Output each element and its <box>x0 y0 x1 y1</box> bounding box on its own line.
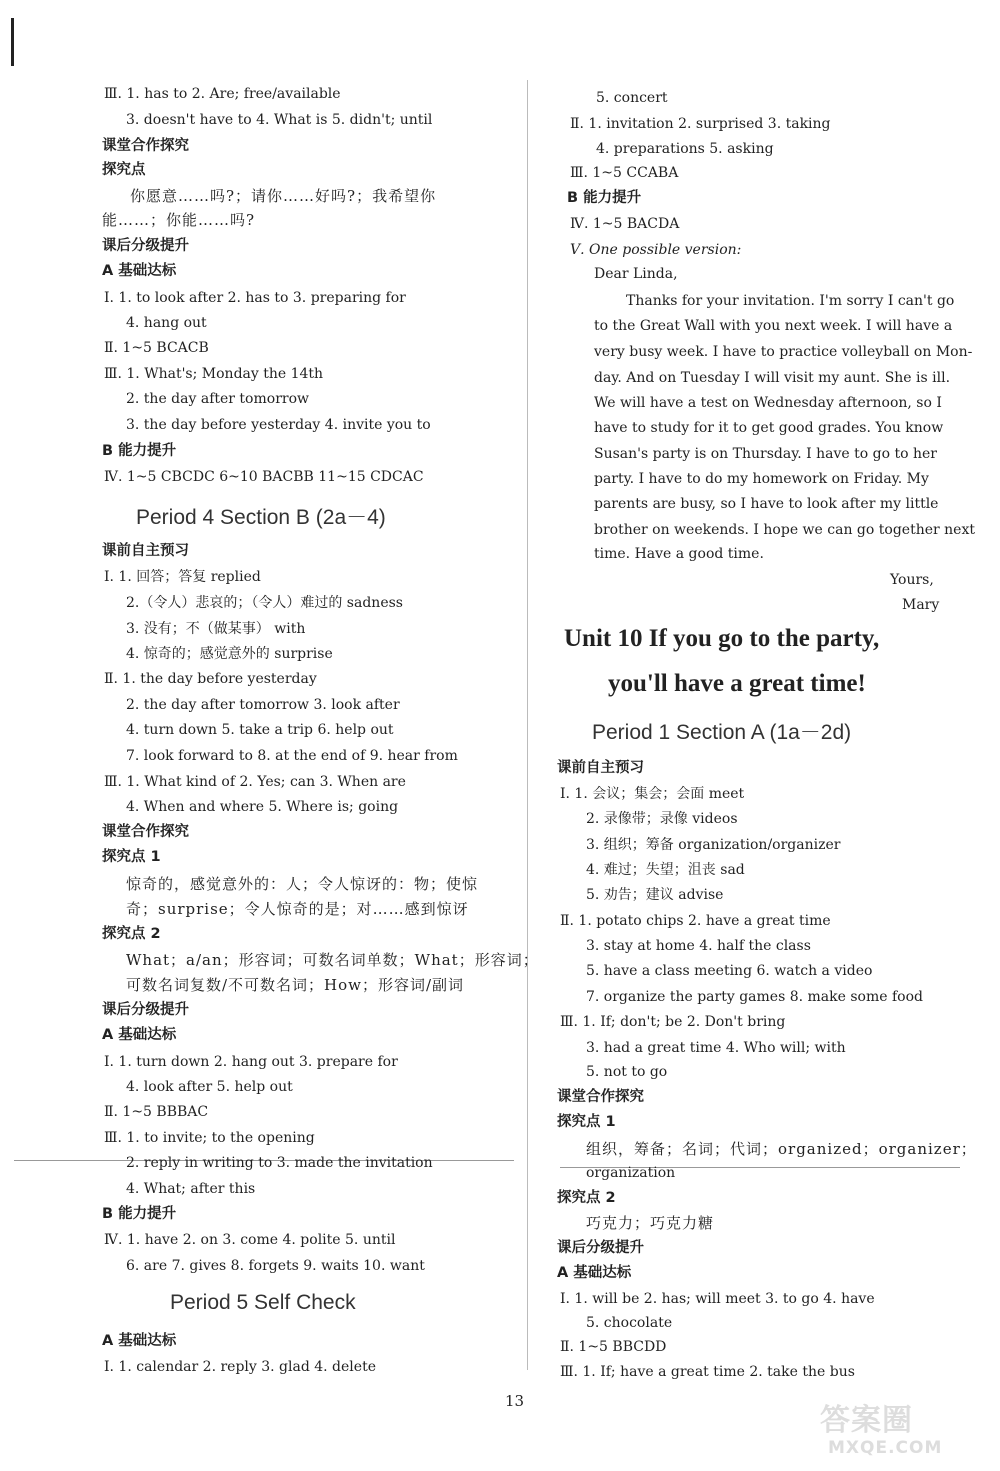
answer-line: 4. 惊奇的；感觉意外的 surprise <box>126 646 333 662</box>
answer-line: 能……；你能……吗? <box>102 211 256 229</box>
answer-line: 5. not to go <box>586 1064 668 1080</box>
answer-line: 6. are 7. gives 8. forgets 9. waits 10. want <box>126 1258 425 1274</box>
section-heading: B 能力提升 <box>567 190 642 206</box>
answer-line: 4. 难过；失望；沮丧 sad <box>586 862 745 878</box>
answer-line: 3. 没有；不（做某事） with <box>126 621 306 637</box>
answer-line: Ⅱ. 1. the day before yesterday <box>104 671 317 687</box>
answer-line: Ⅰ. 1. will be 2. has; will meet 3. to go 4. have <box>560 1291 875 1307</box>
section-heading: 课堂合作探究 <box>102 824 189 840</box>
section-heading: 课后分级提升 <box>102 238 189 254</box>
watermark-logo: 答案圈 <box>820 1403 913 1438</box>
column-divider <box>527 80 528 1370</box>
section-heading: 课前自主预习 <box>557 760 644 776</box>
answer-line: Ⅱ. 1. invitation 2. surprised 3. taking <box>570 116 831 132</box>
answer-line: 4. preparations 5. asking <box>596 141 774 157</box>
watermark-url: MXQE.COM <box>828 1438 943 1458</box>
answer-line: Ⅲ. 1. If; don't; be 2. Don't bring <box>560 1014 786 1030</box>
answer-line: 组织，筹备；名词；代词；organized；organizer； <box>586 1140 977 1158</box>
answer-line: 5. have a class meeting 6. watch a video <box>586 963 873 979</box>
answer-line: Ⅰ. 1. 回答；答复 replied <box>104 569 261 585</box>
section-heading: A 基础达标 <box>102 1333 177 1349</box>
answer-line: 你愿意……吗?；请你……好吗?；我希望你 <box>130 187 437 205</box>
section-heading: 探究点 2 <box>102 926 161 942</box>
period-heading: Period 5 Self Check <box>170 1291 356 1314</box>
answer-line: 4. hang out <box>126 315 207 331</box>
answer-line: time. Have a good time. <box>594 546 764 562</box>
answer-line: 4. What; after this <box>126 1181 256 1197</box>
answer-line: 2.（令人）悲哀的；（令人）难过的 sadness <box>126 595 403 611</box>
answer-line: have to study for it to get good grades. You know <box>594 420 944 436</box>
answer-line: Ⅰ. 1. 会议；集会；会面 meet <box>560 786 745 802</box>
answer-line: Ⅱ. 1~5 BBCDD <box>560 1339 667 1355</box>
answer-line: What；a/an；形容词；可数名词单数；What；形容词； <box>126 951 539 969</box>
answer-line: Yours, <box>890 572 934 588</box>
answer-line: Ⅳ. 1~5 BACDA <box>570 216 680 232</box>
answer-line: 4. When and where 5. Where is; going <box>126 799 399 815</box>
answer-line: 可数名词复数/不可数名词；How；形容词/副词 <box>126 976 465 994</box>
answer-line: 4. look after 5. help out <box>126 1079 293 1095</box>
answer-line: Ⅱ. 1. potato chips 2. have a great time <box>560 913 831 929</box>
section-heading: 探究点 1 <box>557 1114 616 1130</box>
section-heading: 探究点 2 <box>557 1190 616 1206</box>
answer-line: 2. the day after tomorrow <box>126 391 309 407</box>
answer-line: 5. chocolate <box>586 1315 673 1331</box>
section-heading: B 能力提升 <box>102 1206 177 1222</box>
answer-line: 5. concert <box>596 90 668 106</box>
section-heading: 探究点 <box>102 162 146 178</box>
unit-title: you'll have a great time! <box>608 670 866 697</box>
unit-title: Unit 10 If you go to the party, <box>564 625 880 652</box>
answer-line: 3. stay at home 4. half the class <box>586 938 811 954</box>
answer-line: 惊奇的，感觉意外的：人；令人惊讶的：物；使惊 <box>126 875 479 893</box>
answer-line: Ⅱ. 1~5 BCACB <box>104 340 209 356</box>
answer-line: Ⅴ. One possible version: <box>570 242 742 258</box>
section-heading: B 能力提升 <box>102 443 177 459</box>
answer-line: 3. had a great time 4. Who will; with <box>586 1040 846 1056</box>
section-heading: 课堂合作探究 <box>557 1089 644 1105</box>
answer-line: Ⅲ. 1~5 CCABA <box>570 165 679 181</box>
answer-line: Susan's party is on Thursday. I have to go to her <box>594 446 937 462</box>
section-heading: 课堂合作探究 <box>102 138 189 154</box>
period-heading: Period 4 Section B (2a－4) <box>136 506 386 529</box>
answer-line: very busy week. I have to practice volleyball on Mon- <box>594 344 973 360</box>
answer-line: Ⅳ. 1~5 CBCDC 6~10 BACBB 11~15 CDCAC <box>104 469 424 485</box>
answer-line: Ⅰ. 1. turn down 2. hang out 3. prepare for <box>104 1054 398 1070</box>
answer-line: 2. 录像带；录像 videos <box>586 811 738 827</box>
answer-line: 2. reply in writing to 3. made the invitation <box>126 1155 433 1171</box>
answer-line: Dear Linda, <box>594 266 678 282</box>
answer-line: 4. turn down 5. take a trip 6. help out <box>126 722 394 738</box>
answer-line: Ⅲ. 1. What's; Monday the 14th <box>104 366 324 382</box>
section-heading: A 基础达标 <box>557 1265 632 1281</box>
answer-line: Ⅲ. 1. to invite; to the opening <box>104 1130 315 1146</box>
answer-line: Ⅲ. 1. If; have a great time 2. take the bus <box>560 1364 855 1380</box>
answer-line: We will have a test on Wednesday afternoon, so I <box>594 395 942 411</box>
answer-line: Ⅱ. 1~5 BBBAC <box>104 1104 209 1120</box>
section-heading: 课前自主预习 <box>102 543 189 559</box>
answer-line: Ⅳ. 1. have 2. on 3. come 4. polite 5. until <box>104 1232 396 1248</box>
period-heading: Period 1 Section A (1a－2d) <box>592 721 852 744</box>
answer-line: to the Great Wall with you next week. I will have a <box>594 318 953 334</box>
section-heading: A 基础达标 <box>102 263 177 279</box>
section-heading: 课后分级提升 <box>557 1240 644 1256</box>
answer-line: Ⅲ. 1. What kind of 2. Yes; can 3. When are <box>104 774 406 790</box>
answer-line: 巧克力；巧克力糖 <box>586 1214 715 1232</box>
answer-line: Ⅰ. 1. calendar 2. reply 3. glad 4. delete <box>104 1359 376 1375</box>
answer-line: 3. 组织；筹备 organization/organizer <box>586 837 841 853</box>
answer-line: brother on weekends. I hope we can go together next <box>594 522 975 538</box>
answer-line: 3. the day before yesterday 4. invite you to <box>126 417 431 433</box>
answer-line: 5. 劝告；建议 advise <box>586 887 724 903</box>
answer-line: organization <box>586 1165 676 1181</box>
answer-line: 2. the day after tomorrow 3. look after <box>126 697 400 713</box>
answer-line: party. I have to do my homework on Friday. My <box>594 471 929 487</box>
answer-line: parents are busy, so I have to look after my little <box>594 496 939 512</box>
answer-line: Thanks for your invitation. I'm sorry I can't go <box>626 293 955 309</box>
answer-line: 7. look forward to 8. at the end of 9. hear from <box>126 748 458 764</box>
answer-line: Ⅰ. 1. to look after 2. has to 3. preparing for <box>104 290 406 306</box>
answer-line: 奇；surprise；令人惊奇的是；对……感到惊讶 <box>126 900 469 918</box>
answer-line: 3. doesn't have to 4. What is 5. didn't; until <box>126 112 433 128</box>
section-heading: 课后分级提升 <box>102 1002 189 1018</box>
section-heading: A 基础达标 <box>102 1027 177 1043</box>
answer-line: 7. organize the party games 8. make some food <box>586 989 923 1005</box>
section-heading: 探究点 1 <box>102 849 161 865</box>
answer-line: Ⅲ. 1. has to 2. Are; free/available <box>104 86 341 102</box>
page-number: 13 <box>505 1392 525 1410</box>
margin-bar <box>11 18 14 66</box>
answer-line: Mary <box>902 597 940 613</box>
answer-line: day. And on Tuesday I will visit my aunt. She is ill. <box>594 370 951 386</box>
